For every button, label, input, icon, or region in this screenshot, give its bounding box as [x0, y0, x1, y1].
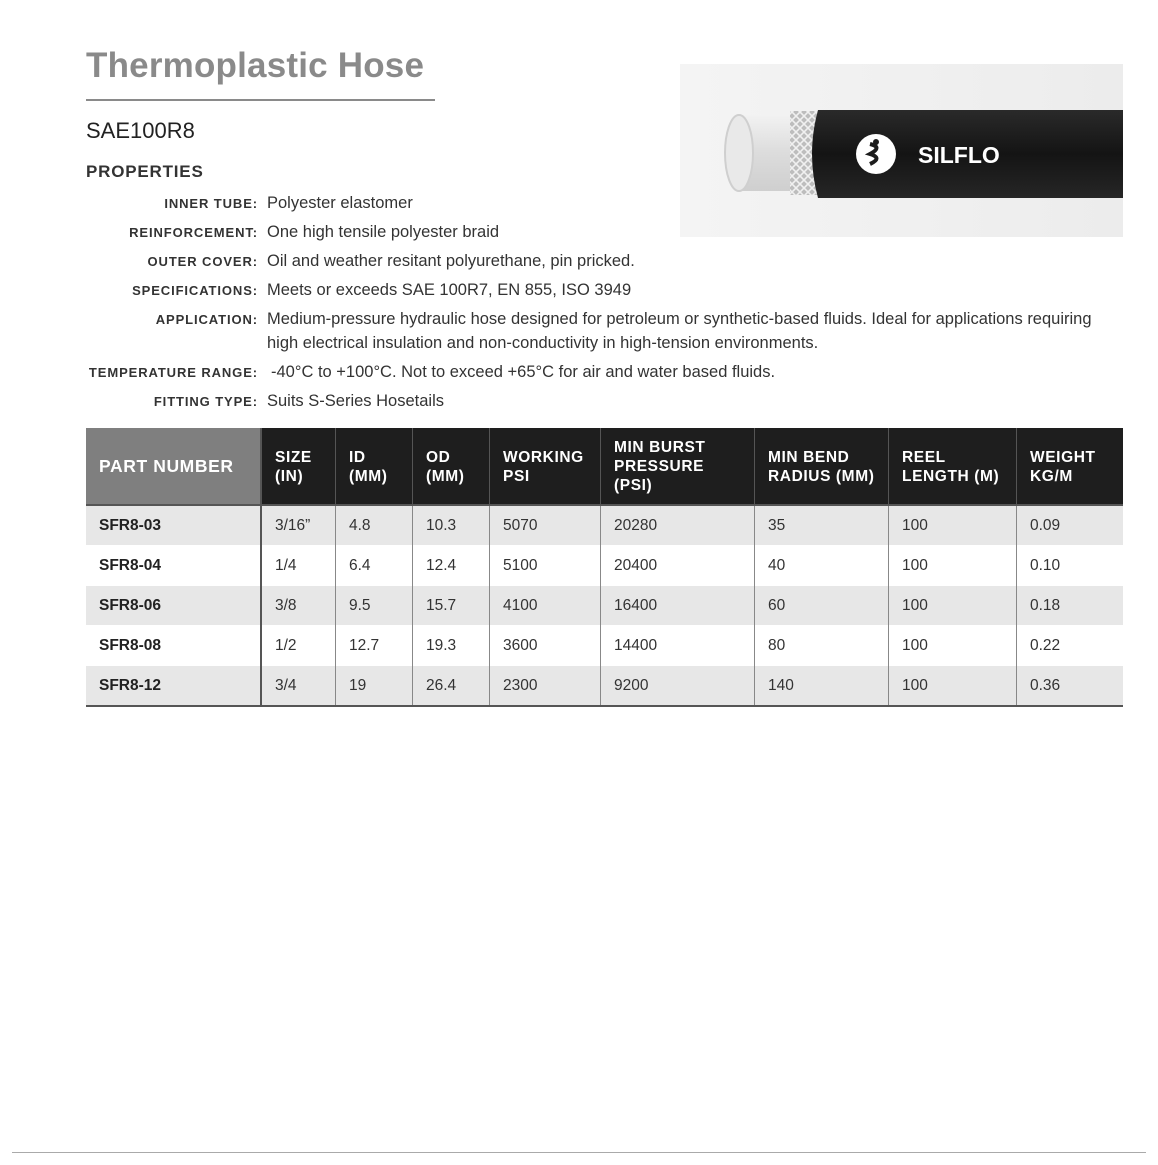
product-code: SAE100R8: [86, 118, 195, 143]
part-number-cell: SFR8-12: [86, 666, 261, 707]
property-value: Medium-pressure hydraulic hose designed for petroleum or synthetic-based fluids. Ideal for applications requiring high electrical insulation and non-conductivity in high-tension environments.: [267, 310, 1092, 352]
property-value: -40°C to +100°C. Not to exceed +65°C for air and water based fluids.: [271, 363, 776, 381]
property-label: APPLICATION:: [155, 312, 258, 327]
reel-length-cell: 100: [889, 626, 1017, 666]
property-value: Oil and weather resitant polyurethane, pin pricked.: [267, 252, 635, 270]
properties-heading: PROPERTIES: [86, 162, 204, 181]
weight-cell: 0.09: [1017, 505, 1124, 546]
weight-cell: 0.22: [1017, 626, 1124, 666]
part-number-cell: SFR8-04: [86, 546, 261, 586]
table-row: [86, 586, 1123, 626]
part-number-cell: SFR8-03: [86, 505, 261, 546]
property-label: TEMPERATURE RANGE:: [88, 365, 258, 380]
brand-name: SILFLO: [918, 142, 1000, 168]
property-outer-cover: [86, 249, 1126, 273]
hose-product-image: [680, 64, 1123, 237]
col-weight: WEIGHT KG/M: [1017, 428, 1124, 505]
col-working-psi: WORKING PSI: [490, 428, 601, 505]
od-cell: 26.4: [413, 666, 490, 707]
reel-length-cell: 100: [889, 666, 1017, 707]
table-row: [86, 546, 1123, 586]
col-part-number: PART NUMBER: [86, 428, 261, 505]
parts-table: [86, 428, 1123, 707]
min-bend-cell: 40: [755, 546, 889, 586]
table-row: [86, 505, 1123, 546]
property-specifications: [86, 278, 1126, 302]
working-psi-cell: 4100: [490, 586, 601, 626]
property-label: SPECIFICATIONS:: [132, 283, 258, 298]
reel-length-cell: 100: [889, 505, 1017, 546]
property-fitting-type: [86, 389, 1126, 413]
property-value: Polyester elastomer: [267, 194, 413, 212]
id-cell: 6.4: [336, 546, 413, 586]
od-cell: 12.4: [413, 546, 490, 586]
min-burst-cell: 20280: [601, 505, 755, 546]
property-label: FITTING TYPE:: [153, 394, 258, 409]
property-value: Meets or exceeds SAE 100R7, EN 855, ISO 3949: [267, 281, 632, 299]
weight-cell: 0.10: [1017, 546, 1124, 586]
weight-cell: 0.36: [1017, 666, 1124, 707]
size-cell: 3/16”: [261, 505, 336, 546]
col-id: ID (MM): [336, 428, 413, 505]
od-cell: 19.3: [413, 626, 490, 666]
property-label: INNER TUBE:: [164, 196, 258, 211]
part-number-cell: SFR8-08: [86, 626, 261, 666]
working-psi-cell: 2300: [490, 666, 601, 707]
footer-divider: [12, 1152, 1146, 1153]
id-cell: 4.8: [336, 505, 413, 546]
size-cell: 3/4: [261, 666, 336, 707]
property-label: OUTER COVER:: [147, 254, 258, 269]
page-title: Thermoplastic Hose: [86, 46, 425, 85]
property-application: [86, 307, 1126, 355]
min-burst-cell: 14400: [601, 626, 755, 666]
id-cell: 19: [336, 666, 413, 707]
working-psi-cell: 5100: [490, 546, 601, 586]
min-burst-cell: 9200: [601, 666, 755, 707]
working-psi-cell: 5070: [490, 505, 601, 546]
hose-tube-end: [725, 115, 753, 191]
size-cell: 3/8: [261, 586, 336, 626]
col-reel-length: REEL LENGTH (M): [889, 428, 1017, 505]
reel-length-cell: 100: [889, 546, 1017, 586]
od-cell: 15.7: [413, 586, 490, 626]
min-burst-cell: 20400: [601, 546, 755, 586]
weight-cell: 0.18: [1017, 586, 1124, 626]
col-size: SIZE (IN): [261, 428, 336, 505]
min-bend-cell: 140: [755, 666, 889, 707]
reel-length-cell: 100: [889, 586, 1017, 626]
part-number-cell: SFR8-06: [86, 586, 261, 626]
id-cell: 12.7: [336, 626, 413, 666]
id-cell: 9.5: [336, 586, 413, 626]
table-row: [86, 626, 1123, 666]
col-min-burst-pressure: MIN BURST PRESSURE (PSI): [601, 428, 755, 505]
od-cell: 10.3: [413, 505, 490, 546]
table-header-row: [86, 428, 1123, 505]
table-row: [86, 666, 1123, 707]
min-bend-cell: 80: [755, 626, 889, 666]
property-value: Suits S-Series Hosetails: [267, 392, 444, 410]
property-value: One high tensile polyester braid: [267, 223, 500, 241]
min-bend-cell: 35: [755, 505, 889, 546]
size-cell: 1/2: [261, 626, 336, 666]
title-underline: [86, 99, 435, 101]
min-bend-cell: 60: [755, 586, 889, 626]
property-label: REINFORCEMENT:: [129, 225, 258, 240]
size-cell: 1/4: [261, 546, 336, 586]
col-od: OD (MM): [413, 428, 490, 505]
col-min-bend-radius: MIN BEND RADIUS (MM): [755, 428, 889, 505]
working-psi-cell: 3600: [490, 626, 601, 666]
property-temperature-range: [86, 360, 1126, 384]
min-burst-cell: 16400: [601, 586, 755, 626]
